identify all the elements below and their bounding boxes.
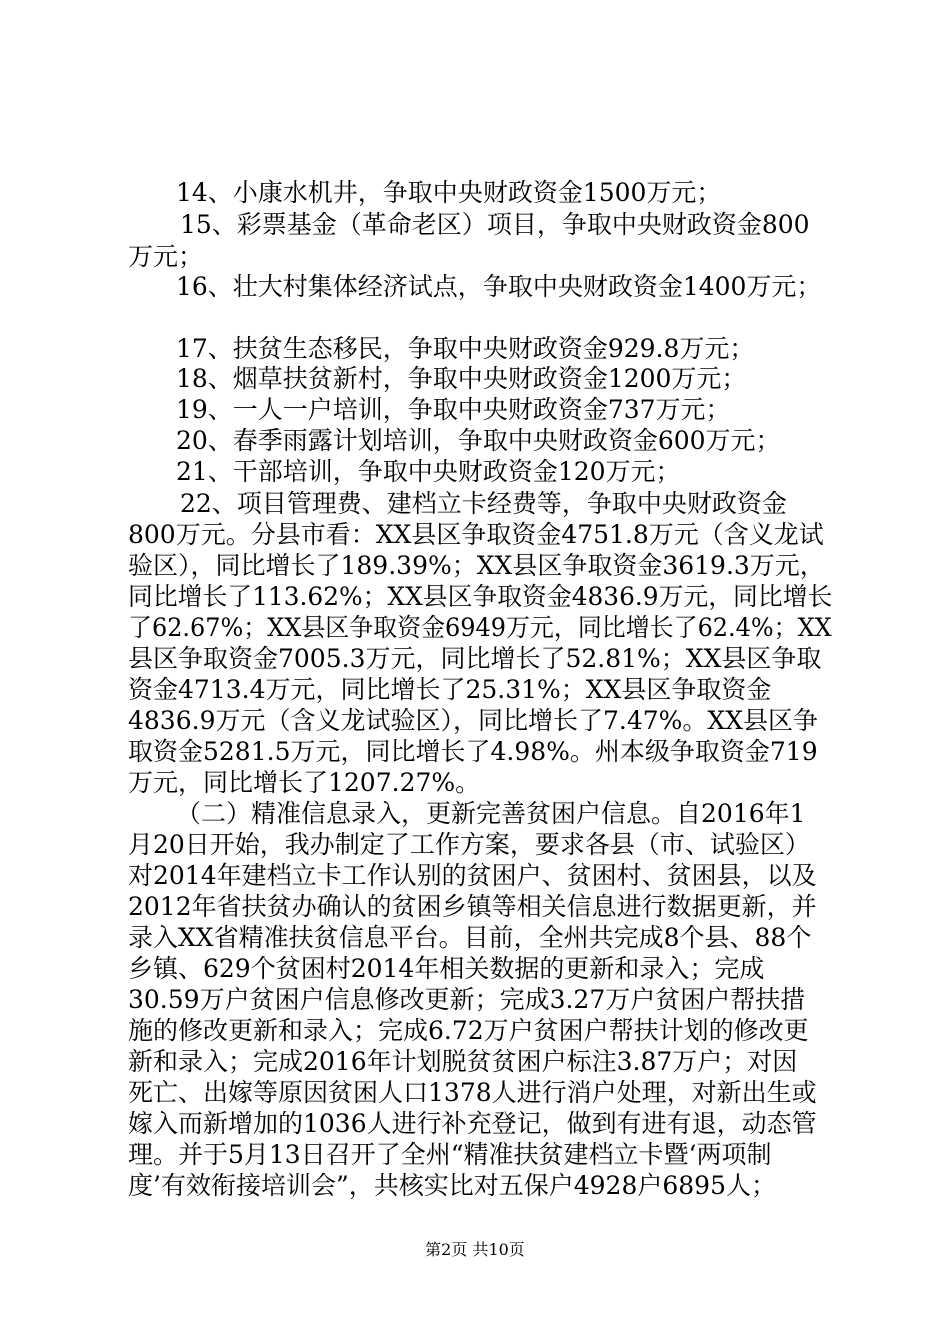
- text-line: 15、彩票基金（革命老区）项目，争取中央财政资金800: [180, 210, 810, 239]
- text-line: 16、壮大村集体经济试点，争取中央财政资金1400万元；: [176, 272, 822, 301]
- text-line: 资金4713.4万元，同比增长了25.31%；XX县区争取资金: [128, 675, 772, 704]
- text-line: 21、干部培训，争取中央财政资金120万元；: [176, 457, 681, 486]
- text-line: 17、扶贫生态移民，争取中央财政资金929.8万元；: [176, 334, 755, 363]
- text-line: 了62.67%；XX县区争取资金6949万元，同比增长了62.4%；XX: [128, 613, 832, 642]
- text-line: 同比增长了113.62%；XX县区争取资金4836.9万元，同比增长: [128, 582, 833, 611]
- text-line: 取资金5281.5万元，同比增长了4.98%。州本级争取资金719: [128, 737, 818, 766]
- text-line: 度’有效衔接培训会”，共核实比对五保户4928户6895人；: [128, 1171, 776, 1200]
- text-line: 对2014年建档立卡工作认别的贫困户、贫困村、贫困县，以及: [128, 861, 817, 890]
- section-heading: （二）精准信息录入，更新完善贫困户信息。自2016年1: [176, 799, 806, 828]
- text-line: 18、烟草扶贫新村，争取中央财政资金1200万元；: [176, 364, 747, 393]
- text-line: 嫁入而新增加的1036人进行补充登记，做到有进有退，动态管: [128, 1109, 817, 1138]
- text-line: 2012年省扶贫办确认的贫困乡镇等相关信息进行数据更新，并: [128, 892, 817, 921]
- text-line: 县区争取资金7005.3万元，同比增长了52.81%；XX县区争取: [128, 644, 822, 673]
- text-line: 验区），同比增长了189.39%；XX县区争取资金3619.3万元，: [128, 551, 825, 580]
- text-line: 施的修改更新和录入；完成6.72万户贫困户帮扶计划的修改更: [128, 1016, 809, 1045]
- text-line: 14、小康水机井，争取中央财政资金1500万元；: [176, 178, 722, 207]
- text-line: 万元，同比增长了1207.27%。: [128, 768, 481, 797]
- page-footer: 第2页 共10页: [425, 1240, 525, 1259]
- text-line: 20、春季雨露计划培训，争取中央财政资金600万元；: [176, 426, 781, 455]
- text-line: 死亡、出嫁等原因贫困人口1378人进行消户处理，对新出生或: [128, 1078, 817, 1107]
- text-line: 万元；: [128, 242, 204, 271]
- text-line: 30.59万户贫困户信息修改更新；完成3.27万户贫困户帮扶措: [128, 985, 806, 1014]
- text-line: 乡镇、629个贫困村2014年相关数据的更新和录入；完成: [128, 954, 765, 983]
- text-line: 理。并于5月13日召开了全州“精准扶贫建档立卡暨‘两项制: [128, 1140, 772, 1169]
- text-line: 19、一人一户培训，争取中央财政资金737万元；: [176, 395, 731, 424]
- text-line: 录入XX省精准扶贫信息平台。目前，全州共完成8个县、88个: [128, 923, 812, 952]
- text-line: 月20日开始，我办制定了工作方案，要求各县（市、试验区）: [128, 830, 810, 859]
- text-line: 新和录入；完成2016年计划脱贫贫困户标注3.87万户；对因: [128, 1047, 798, 1076]
- text-line: 22、项目管理费、建档立卡经费等，争取中央财政资金: [180, 489, 787, 518]
- text-line: 800万元。分县市看：XX县区争取资金4751.8万元（含义龙试: [128, 520, 824, 549]
- text-line: 4836.9万元（含义龙试验区），同比增长了7.47%。XX县区争: [128, 706, 818, 735]
